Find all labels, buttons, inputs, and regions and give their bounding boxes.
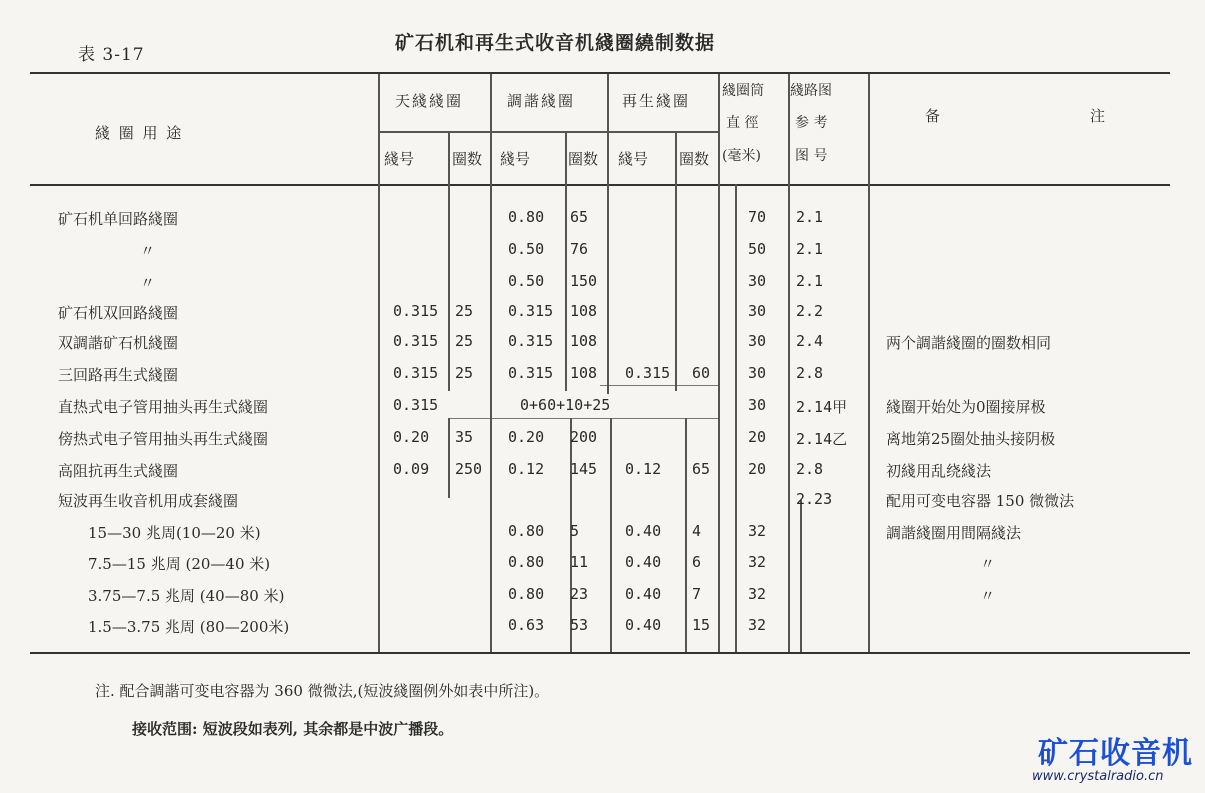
cell-dia: 30 [748, 302, 767, 320]
cell-remark: 〃 [980, 555, 996, 573]
col-divider [800, 500, 802, 652]
cell-ant-turns: 25 [455, 364, 474, 382]
cell-dia: 30 [748, 364, 767, 382]
col-divider [610, 418, 612, 652]
header-antenna: 天綫綫圈 [395, 92, 464, 110]
header-tun-turns: 圈数 [568, 150, 599, 168]
cell-reg-turns: 7 [692, 585, 702, 603]
watermark-url: www.crystalradio.cn [1032, 769, 1164, 784]
cell-reg-turns: 15 [692, 616, 711, 634]
cell-span-turns: 0+60+10+25 [520, 396, 611, 414]
header-usage: 綫 圈 用 途 [95, 124, 184, 142]
table-title: 矿石机和再生式收音机綫圈繞制数据 [395, 32, 716, 54]
cell-ref: 2.14乙 [796, 430, 848, 448]
cell-ant-wire: 0.315 [393, 332, 439, 350]
cell-ref: 2.14甲 [796, 398, 848, 416]
cell-tun-wire: 0.315 [508, 364, 554, 382]
site-watermark [1032, 728, 1202, 788]
cell-tun-turns: 108 [570, 364, 598, 382]
cell-reg-wire: 0.40 [625, 616, 662, 634]
subheader-rule [378, 131, 718, 133]
header-tuning: 調諧綫圈 [507, 92, 576, 110]
header-reg-turns: 圈数 [679, 150, 710, 168]
cell-remark: 調諧綫圈用間隔綫法 [886, 524, 1022, 542]
col-divider [685, 418, 687, 652]
cell-ant-wire: 0.315 [393, 396, 439, 414]
cell-ref: 2.23 [796, 490, 833, 508]
cell-ref: 2.1 [796, 240, 824, 258]
cell-usage: 矿石机单回路綫圈 [58, 210, 179, 228]
col-divider [868, 74, 870, 652]
cell-ant-wire: 0.20 [393, 428, 430, 446]
cell-usage: 15—30 兆周(10—20 米) [88, 524, 261, 542]
cell-ref: 2.4 [796, 332, 824, 350]
cell-tun-turns: 11 [570, 553, 589, 571]
cell-usage: 双調諧矿石机綫圈 [58, 334, 179, 352]
cell-dia: 32 [748, 616, 767, 634]
cell-usage: 1.5—3.75 兆周 (80—200米) [88, 618, 290, 636]
cell-tun-turns: 150 [570, 272, 598, 290]
cell-tun-wire: 0.80 [508, 208, 545, 226]
cell-reg-turns: 65 [692, 460, 711, 478]
col-divider [448, 131, 450, 391]
cell-usage: 〃 [140, 242, 156, 260]
cell-dia: 30 [748, 332, 767, 350]
cell-ant-turns: 25 [455, 302, 474, 320]
cell-usage: 〃 [140, 274, 156, 292]
cell-dia: 50 [748, 240, 767, 258]
col-divider [788, 74, 790, 652]
header-reg-wire: 綫号 [618, 150, 649, 168]
cell-usage: 高阻抗再生式綫圈 [58, 462, 179, 480]
cell-usage: 7.5—15 兆周 (20—40 米) [88, 555, 271, 573]
cell-usage: 短波再生收音机用成套綫圈 [58, 492, 239, 510]
cell-usage: 傍热式电子管用抽头再生式綫圈 [58, 430, 269, 448]
span-rule-bottom [448, 418, 718, 419]
cell-tun-turns: 200 [570, 428, 598, 446]
cell-tun-wire: 0.80 [508, 553, 545, 571]
cell-tun-wire: 0.12 [508, 460, 545, 478]
header-regen: 再生綫圈 [622, 92, 691, 110]
cell-dia: 20 [748, 460, 767, 478]
bottom-rule [30, 652, 1190, 654]
cell-dia: 32 [748, 522, 767, 540]
col-divider [490, 74, 492, 652]
col-divider [607, 74, 609, 394]
cell-ref: 2.1 [796, 208, 824, 226]
cell-reg-turns: 4 [692, 522, 702, 540]
cell-tun-wire: 0.80 [508, 585, 545, 603]
header-remarks-b: 注 [1090, 107, 1108, 125]
cell-tun-wire: 0.20 [508, 428, 545, 446]
cell-tun-turns: 65 [570, 208, 589, 226]
cell-remark: 〃 [980, 587, 996, 605]
cell-usage: 三回路再生式綫圈 [58, 366, 179, 384]
table-caption: 表 3-17 [78, 45, 145, 65]
cell-usage: 矿石机双回路綫圈 [58, 304, 179, 322]
cell-tun-wire: 0.80 [508, 522, 545, 540]
span-rule-top [600, 385, 718, 386]
cell-remark: 离地第25圈处抽头接阴极 [886, 430, 1056, 448]
col-divider [718, 74, 720, 652]
header-tun-wire: 綫号 [500, 150, 531, 168]
cell-usage: 直热式电子管用抽头再生式綫圈 [58, 398, 269, 416]
cell-dia: 30 [748, 396, 767, 414]
cell-tun-turns: 53 [570, 616, 589, 634]
cell-usage: 3.75—7.5 兆周 (40—80 米) [88, 587, 285, 605]
cell-tun-turns: 108 [570, 332, 598, 350]
cell-reg-wire: 0.12 [625, 460, 662, 478]
note-line-2: 接收范围: 短波段如表列, 其余都是中波广播段。 [132, 720, 454, 738]
cell-dia: 20 [748, 428, 767, 446]
cell-tun-turns: 145 [570, 460, 598, 478]
header-ant-wire: 綫号 [384, 150, 415, 168]
header-ant-turns: 圈数 [452, 150, 483, 168]
cell-ant-turns: 25 [455, 332, 474, 350]
cell-tun-wire: 0.50 [508, 240, 545, 258]
cell-dia: 70 [748, 208, 767, 226]
header-ref-3: 图 号 [795, 148, 828, 164]
cell-dia: 30 [748, 272, 767, 290]
cell-reg-turns: 6 [692, 553, 702, 571]
cell-reg-wire: 0.40 [625, 585, 662, 603]
cell-ant-turns: 250 [455, 460, 483, 478]
top-rule [30, 72, 1170, 74]
col-divider [378, 74, 380, 652]
cell-reg-wire: 0.40 [625, 553, 662, 571]
cell-ant-turns: 35 [455, 428, 474, 446]
cell-remark: 配用可变电容器 150 微微法 [886, 492, 1075, 510]
cell-tun-wire: 0.315 [508, 302, 554, 320]
cell-tun-wire: 0.50 [508, 272, 545, 290]
col-divider [735, 184, 737, 652]
header-remarks-a: 备 [925, 107, 943, 125]
cell-remark: 初綫用乱绕綫法 [886, 462, 992, 480]
col-divider [448, 418, 450, 498]
cell-ref: 2.8 [796, 364, 824, 382]
cell-ant-wire: 0.09 [393, 460, 430, 478]
cell-tun-wire: 0.63 [508, 616, 545, 634]
header-rule [30, 184, 1170, 186]
header-diameter-3: (毫米) [722, 148, 761, 164]
col-divider [565, 131, 567, 391]
cell-reg-wire: 0.315 [625, 364, 671, 382]
cell-ant-wire: 0.315 [393, 302, 439, 320]
cell-ref: 2.1 [796, 272, 824, 290]
note-line-1: 注. 配合調諧可变电容器为 360 微微法,(短波綫圈例外如表中所注)。 [95, 682, 550, 700]
header-ref-1: 綫路图 [790, 83, 832, 99]
watermark-name: 矿石收音机 [1038, 736, 1193, 771]
cell-ref: 2.8 [796, 460, 824, 478]
cell-reg-wire: 0.40 [625, 522, 662, 540]
cell-remark: 两个調諧綫圈的圈数相同 [886, 334, 1052, 352]
cell-reg-turns: 60 [692, 364, 711, 382]
cell-remark: 綫圈开始处为0圈接屏极 [886, 398, 1046, 416]
cell-dia: 32 [748, 585, 767, 603]
header-diameter-2: 直 徑 [726, 115, 759, 131]
cell-ref: 2.2 [796, 302, 824, 320]
cell-tun-turns: 23 [570, 585, 589, 603]
cell-ant-wire: 0.315 [393, 364, 439, 382]
col-divider [675, 131, 677, 391]
header-diameter-1: 綫圈筒 [722, 83, 764, 99]
cell-tun-wire: 0.315 [508, 332, 554, 350]
header-ref-2: 参 考 [795, 115, 828, 131]
cell-tun-turns: 5 [570, 522, 580, 540]
cell-tun-turns: 108 [570, 302, 598, 320]
cell-tun-turns: 76 [570, 240, 589, 258]
cell-dia: 32 [748, 553, 767, 571]
